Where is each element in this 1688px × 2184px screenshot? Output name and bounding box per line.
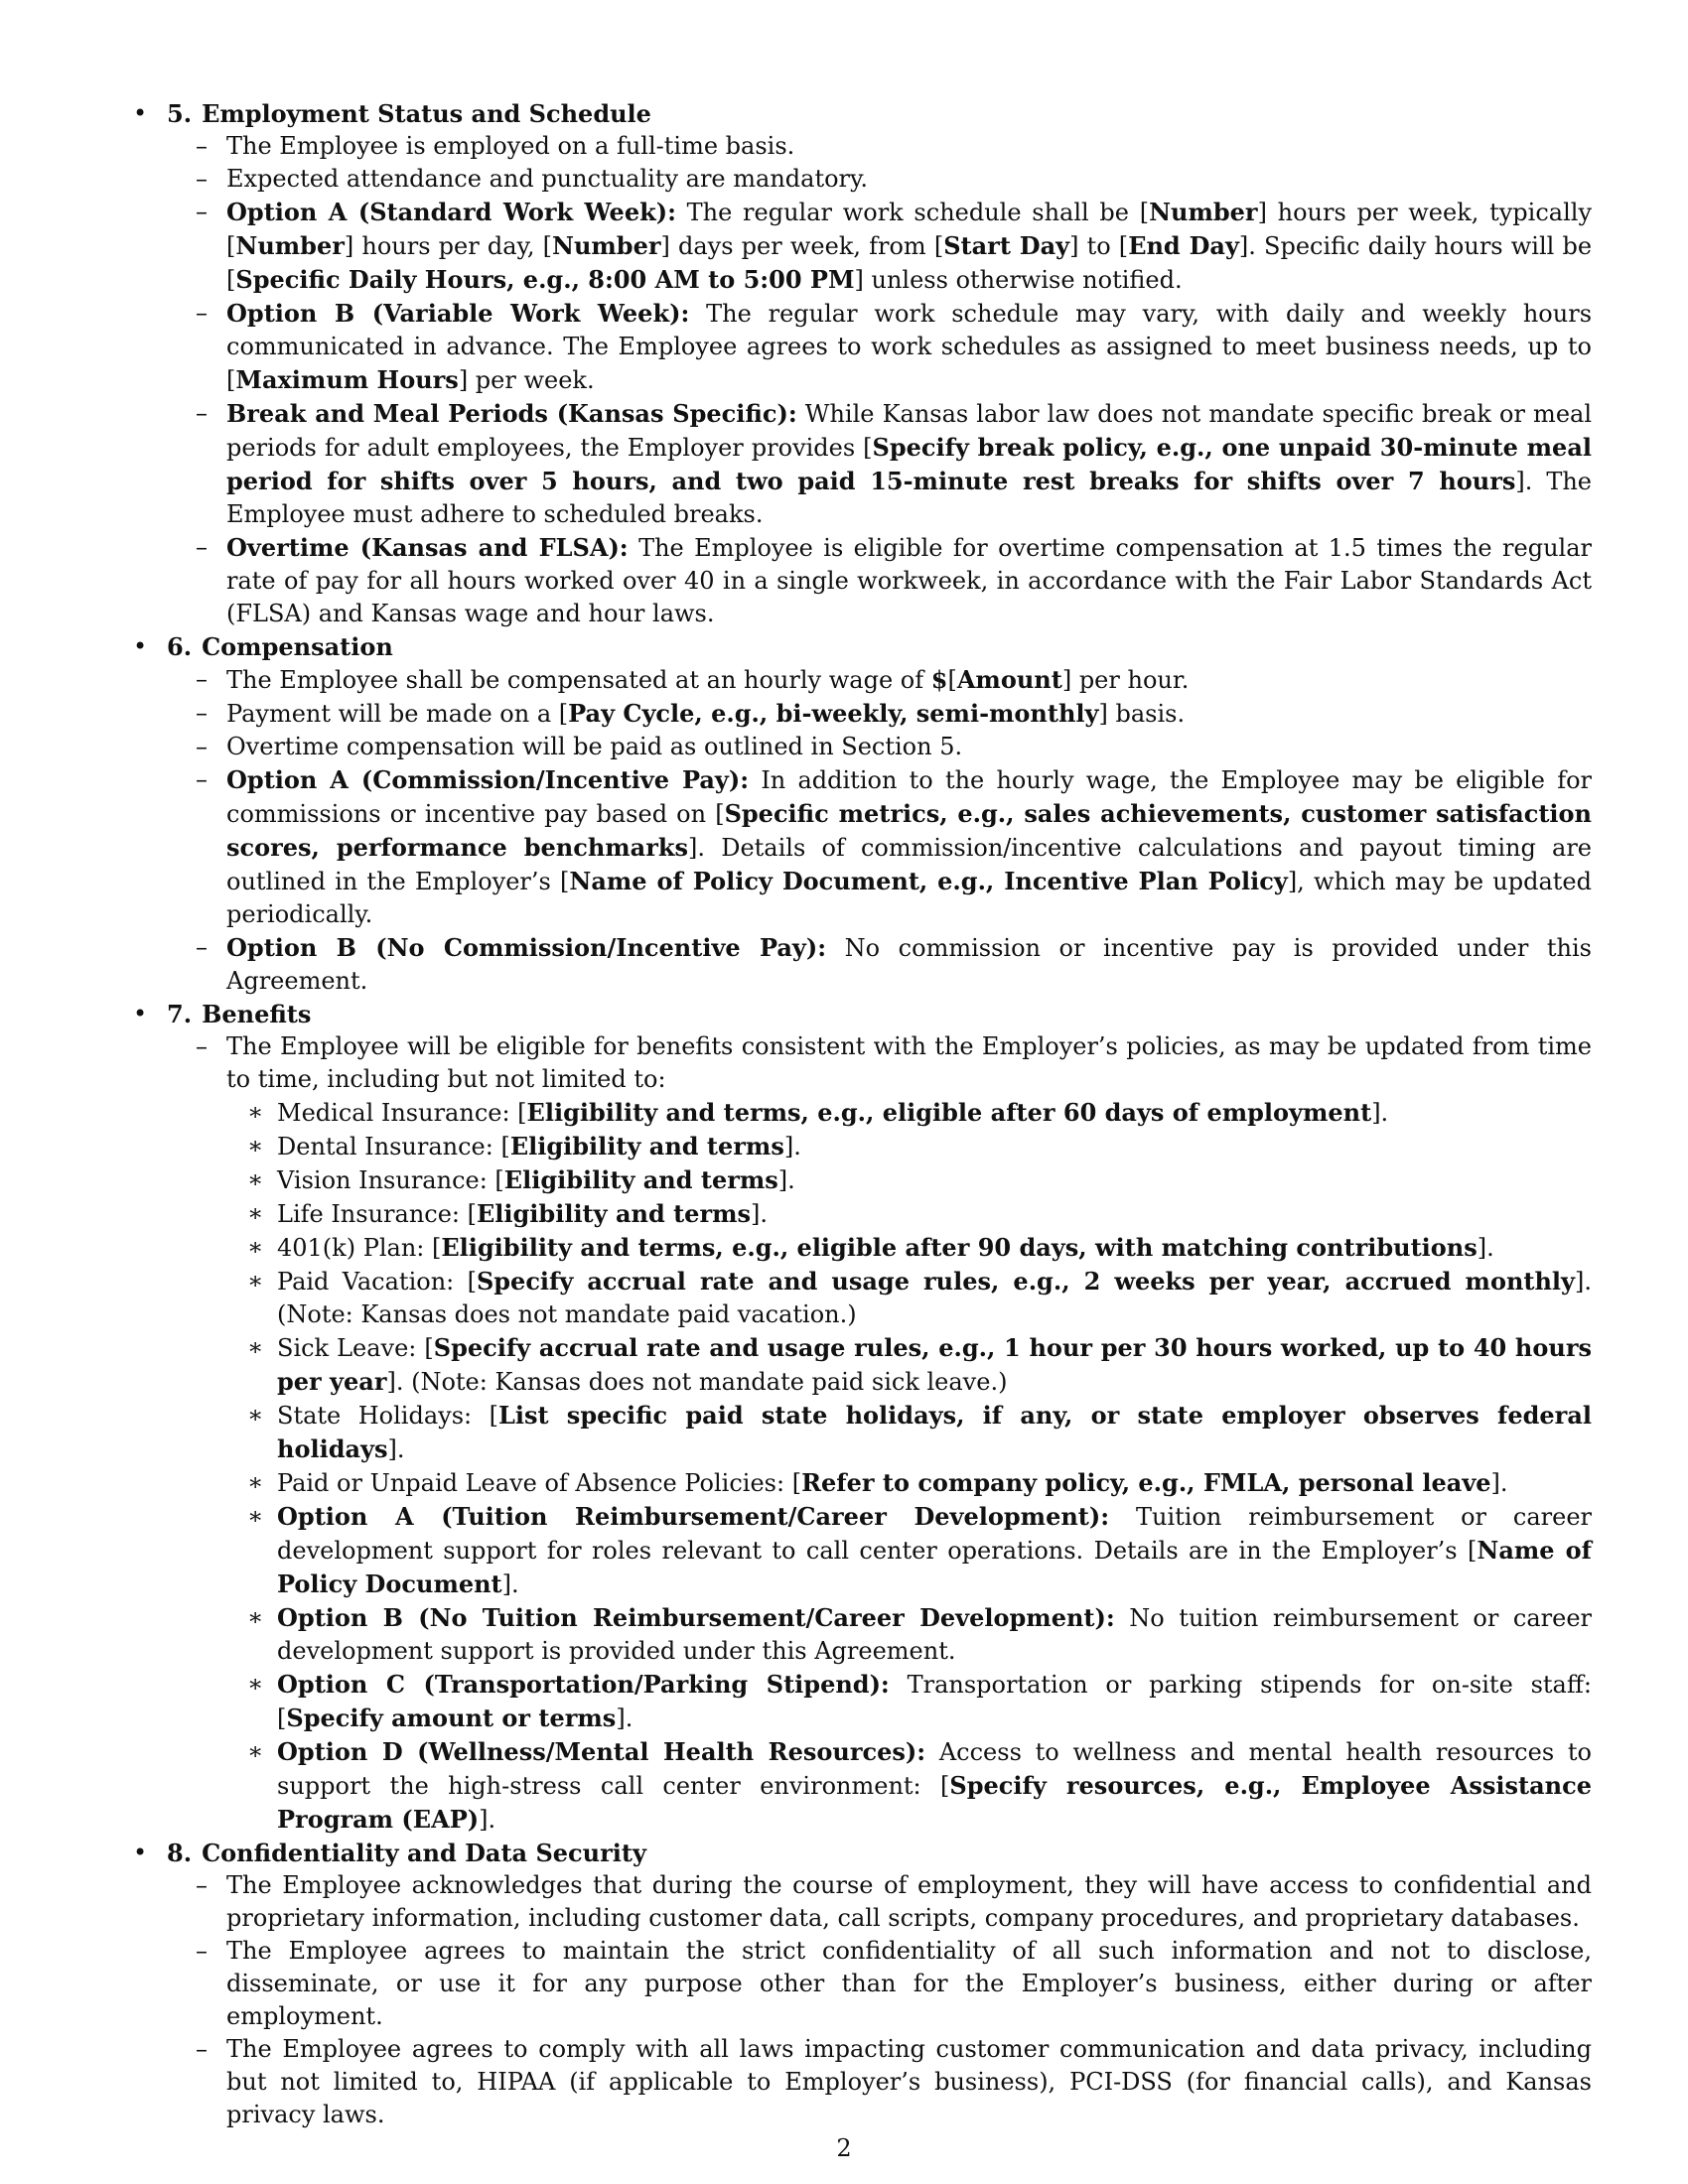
text-run: ] basis. [1098, 700, 1186, 728]
dash-marker: – [196, 1871, 208, 1899]
bold-text: Pay Cycle, e.g., bi-weekly, semi-monthly [568, 699, 1099, 728]
sub-item-content [277, 1231, 1592, 1265]
text-run: ] days per week, from [ [660, 232, 944, 260]
sub-list-item [127, 1735, 1592, 1837]
section-heading: Confidentiality and Data Security [202, 1839, 646, 1867]
asterisk-marker: ∗ [247, 1502, 264, 1530]
bold-text: Overtime (Kansas and FLSA): [226, 533, 629, 562]
dash-marker: – [196, 765, 208, 793]
item-list [167, 1869, 1592, 2131]
item-content [226, 663, 1592, 697]
list-item [127, 1030, 1592, 1837]
bullet-marker: • [133, 1839, 148, 1866]
section-number: 7. [167, 1000, 193, 1028]
sub-item-content [277, 1096, 1592, 1130]
list-item [127, 763, 1592, 931]
text-run: Sick Leave: [ [277, 1334, 434, 1362]
item-text: The Employee agrees to maintain the strict confidentiality of all such information and not to disclose, disseminate, or use it for any purpose other than for the Employer’s business, either during or after employment. [226, 1937, 1592, 2030]
sub-list-item [127, 1265, 1592, 1331]
dash-marker: – [196, 933, 208, 961]
sub-item-content [277, 1466, 1592, 1500]
sub-item-content [277, 1163, 1592, 1197]
text-run: ] per hour. [1061, 666, 1190, 694]
text-run: State Holidays: [ [277, 1402, 498, 1430]
sub-list-item [127, 1130, 1592, 1163]
text-run: ]. The Employee must adhere to scheduled breaks. [226, 468, 1592, 528]
text-run: The regular work schedule may vary, with daily and weekly hours communicated in advance. The Employee agrees to work schedules as assigned to meet business needs, up to [ [226, 300, 1593, 394]
text-run: ]. [616, 1705, 633, 1732]
section-title [167, 630, 1592, 663]
section-list [127, 97, 1592, 2131]
text-run: ]. [1490, 1469, 1508, 1497]
sub-list-item [127, 1231, 1592, 1265]
item-content [226, 163, 1592, 196]
asterisk-marker: ∗ [247, 1267, 264, 1295]
bold-text: Specify amount or terms [286, 1704, 617, 1732]
item-content [226, 1869, 1592, 1935]
bold-text: Start Day [943, 231, 1070, 260]
asterisk-marker: ∗ [247, 1333, 264, 1361]
text-run: In addition to the hourly wage, the Employee may be eligible for commissions or incentive pay based on [ [226, 766, 1592, 828]
item-text: The Employee agrees to comply with all laws impacting customer communication and data privacy, including but not limited to, HIPAA (if applicable to Employer’s business), PCI-DSS (for financial calls), and Kansas privacy laws. [226, 2035, 1592, 2128]
item-list [167, 1030, 1592, 1837]
text-run: The Employee is eligible for overtime compensation at 1.5 times the regular rate of pay for all hours worked over 40 in a single workweek, in accordance with the Fair Labor Standards Act (FLSA) and Kansas wage and hour laws. [226, 534, 1592, 627]
text-run: Medical Insurance: [ [277, 1099, 527, 1127]
sub-list-item [127, 1668, 1592, 1735]
bold-text: Eligibility and terms [509, 1132, 784, 1160]
section-title [167, 97, 1592, 130]
asterisk-marker: ∗ [247, 1132, 264, 1160]
dash-marker: – [196, 533, 208, 561]
sub-list-item [127, 1601, 1592, 1668]
bold-text: Eligibility and terms [477, 1199, 751, 1228]
sub-list-item [127, 1399, 1592, 1466]
sub-item-content [277, 1265, 1592, 1331]
list-item [127, 130, 1592, 163]
bold-text: Option D (Wellness/Mental Health Resources): [277, 1737, 926, 1766]
text-run: No commission or incentive pay is provided under this Agreement. [226, 934, 1592, 995]
text-run: ] hours per week, typically [ [226, 199, 1593, 260]
sub-item-content [277, 1601, 1592, 1668]
section-number: 6. [167, 632, 193, 661]
sub-item-content [277, 1668, 1592, 1735]
text-run: While Kansas labor law does not mandate specific break or meal periods for adult employees, the Employer provides [ [226, 400, 1593, 462]
asterisk-marker: ∗ [247, 1199, 264, 1227]
asterisk-marker: ∗ [247, 1233, 264, 1261]
bold-text: Option C (Transportation/Parking Stipend): [277, 1670, 890, 1699]
text-run: ], which may be updated periodically. [226, 868, 1593, 928]
section-5 [127, 97, 1592, 630]
list-item [127, 297, 1592, 397]
item-text: The Employee is employed on a full-time basis. [226, 132, 795, 160]
bullet-marker: • [133, 632, 148, 660]
bold-text: Option B (Variable Work Week): [226, 299, 690, 328]
sub-list-item [127, 1331, 1592, 1399]
list-item [127, 531, 1592, 630]
text-run: ]. [387, 1435, 405, 1463]
text-run: ] unless otherwise notified. [854, 266, 1183, 294]
bullet-marker: • [133, 1000, 148, 1027]
text-run: Transportation or parking stipends for on-site staff: [ [277, 1671, 1592, 1732]
list-item [127, 1869, 1592, 1935]
text-run: The Employee shall be compensated at an hourly wage of [226, 666, 931, 694]
text-run: ]. Specific daily hours will be [ [226, 232, 1593, 294]
dash-marker: – [196, 198, 208, 225]
text-run: ] per week. [458, 366, 595, 394]
bold-text: Number [235, 231, 345, 260]
list-item [127, 163, 1592, 196]
bold-text: Option B (No Commission/Incentive Pay): [226, 933, 827, 962]
dash-marker: – [196, 1937, 208, 1965]
section-8 [127, 1837, 1592, 2131]
text-run: ]. [783, 1133, 801, 1160]
bullet-marker: • [133, 99, 148, 127]
sub-item-content [277, 1197, 1592, 1231]
text-run: [ [947, 666, 957, 694]
text-run: The regular work schedule shall be [ [675, 199, 1150, 226]
item-text: The Employee acknowledges that during the course of employment, they will have access to confidential and proprietary information, including customer data, call scripts, company procedures, and proprietary databases. [226, 1871, 1592, 1932]
asterisk-marker: ∗ [247, 1098, 264, 1126]
bold-text: Option A (Standard Work Week): [226, 198, 676, 226]
section-number: 8. [167, 1839, 193, 1867]
bold-text: Specify break policy, e.g., one unpaid 30-minute meal period for shifts over 5 hours, and two paid 15-minute rest breaks for shifts over 7 hours [226, 433, 1592, 495]
text-run: ]. [751, 1200, 768, 1228]
section-heading: Benefits [202, 1000, 312, 1028]
bold-text: List specific paid state holidays, if any, or state employer observes federal holidays [277, 1401, 1592, 1463]
bold-text: Maximum Hours [235, 365, 459, 394]
asterisk-marker: ∗ [247, 1737, 264, 1765]
item-content [226, 1030, 1592, 1096]
item-content [226, 130, 1592, 163]
bold-text: Eligibility and terms [503, 1165, 778, 1194]
dash-marker: – [196, 165, 208, 193]
asterisk-marker: ∗ [247, 1165, 264, 1193]
text-run: Access to wellness and mental health resources to support the high-stress call center environment: [ [277, 1738, 1592, 1800]
asterisk-marker: ∗ [247, 1603, 264, 1631]
sub-item-content [277, 1500, 1592, 1601]
bold-text: Name of Policy Document [277, 1536, 1593, 1598]
item-content [226, 931, 1592, 998]
sub-list-item [127, 1500, 1592, 1601]
bold-text: Amount [956, 665, 1062, 694]
text-run: Vision Insurance: [ [277, 1166, 504, 1194]
text-run: Tuition reimbursement or career development support for roles relevant to call center operations. Details are in the Employer’s [ [277, 1503, 1592, 1565]
list-item [127, 731, 1592, 763]
bold-text: Specific Daily Hours, e.g., 8:00 AM to 5:00 PM [235, 265, 855, 294]
dash-marker: – [196, 665, 208, 693]
text-run: ]. Details of commission/incentive calculations and payout timing are outlined in the Employer’s [ [226, 834, 1592, 895]
text-run: Life Insurance: [ [277, 1200, 477, 1228]
item-text: The Employee will be eligible for benefits consistent with the Employer’s policies, as may be updated from time to time, including but not limited to: [226, 1032, 1592, 1093]
text-run: ]. [501, 1570, 519, 1598]
list-item [127, 1935, 1592, 2033]
sub-list-item [127, 1466, 1592, 1500]
item-content [226, 763, 1592, 931]
text-run: Paid or Unpaid Leave of Absence Policies: [ [277, 1469, 802, 1497]
text-run: No tuition reimbursement or career development support is provided under this Agreement. [277, 1604, 1592, 1665]
section-heading: Employment Status and Schedule [202, 99, 651, 128]
item-content [226, 1935, 1592, 2033]
document-body [127, 97, 1592, 2131]
text-run: ]. [1371, 1099, 1389, 1127]
bold-text: $ [930, 665, 948, 694]
bold-text: Number [1149, 198, 1258, 226]
dash-marker: – [196, 299, 208, 327]
dash-marker: – [196, 399, 208, 427]
bold-text: Number [552, 231, 661, 260]
bold-text: Specific metrics, e.g., sales achievements, customer satisfaction scores, performance benchmarks [226, 799, 1593, 862]
dash-marker: – [196, 733, 208, 760]
text-run: Payment will be made on a [ [226, 700, 569, 728]
asterisk-marker: ∗ [247, 1670, 264, 1698]
text-run: ]. (Note: Kansas does not mandate paid vacation.) [277, 1268, 1592, 1328]
list-item [127, 397, 1592, 531]
text-run: ] hours per day, [ [344, 232, 553, 260]
bold-text: Option B (No Tuition Reimbursement/Career Development): [277, 1603, 1115, 1632]
item-content [226, 196, 1592, 297]
list-item [127, 931, 1592, 998]
section-heading: Compensation [202, 632, 393, 661]
item-list [167, 130, 1592, 630]
bold-text: Name of Policy Document, e.g., Incentive Plan Policy [569, 867, 1288, 895]
item-text: Overtime compensation will be paid as outlined in Section 5. [226, 733, 963, 760]
item-list [167, 663, 1592, 998]
sub-item-content [277, 1399, 1592, 1466]
section-title [167, 998, 1592, 1030]
asterisk-marker: ∗ [247, 1401, 264, 1429]
bold-text: Refer to company policy, e.g., FMLA, personal leave [801, 1468, 1491, 1497]
list-item [127, 697, 1592, 731]
dash-marker: – [196, 2035, 208, 2063]
bold-text: Specify accrual rate and usage rules, e.g., 1 hour per 30 hours worked, up to 40 hours per year [277, 1333, 1592, 1396]
item-content [226, 2033, 1592, 2131]
dash-marker: – [196, 132, 208, 160]
sub-list-item [127, 1163, 1592, 1197]
item-content [226, 397, 1592, 531]
sub-item-content [277, 1130, 1592, 1163]
item-content [226, 297, 1592, 397]
asterisk-marker: ∗ [247, 1468, 264, 1496]
text-run: ]. (Note: Kansas does not mandate paid sick leave.) [386, 1368, 1008, 1396]
bold-text: Specify resources, e.g., Employee Assistance Program (EAP) [277, 1771, 1592, 1834]
dash-marker: – [196, 1032, 208, 1060]
section-number: 5. [167, 99, 193, 128]
item-content [226, 697, 1592, 731]
bold-text: Break and Meal Periods (Kansas Specific): [226, 399, 797, 428]
sub-item-content [277, 1331, 1592, 1399]
sub-list-item [127, 1197, 1592, 1231]
text-run: ]. [777, 1166, 795, 1194]
bold-text: End Day [1128, 231, 1239, 260]
item-text: Expected attendance and punctuality are mandatory. [226, 165, 869, 193]
text-run: ]. [479, 1806, 496, 1834]
bold-text: Specify accrual rate and usage rules, e.g., 2 weeks per year, accrued monthly [476, 1267, 1575, 1296]
section-7 [127, 998, 1592, 1837]
text-run: ] to [ [1069, 232, 1129, 260]
text-run: ]. [1477, 1234, 1494, 1262]
list-item [127, 663, 1592, 697]
text-run: 401(k) Plan: [ [277, 1234, 442, 1262]
list-item [127, 196, 1592, 297]
bold-text: Eligibility and terms, e.g., eligible after 60 days of employment [526, 1098, 1372, 1127]
sub-item-list [226, 1096, 1592, 1837]
section-6 [127, 630, 1592, 998]
dash-marker: – [196, 699, 208, 727]
bold-text: Option A (Commission/Incentive Pay): [226, 765, 750, 794]
bold-text: Eligibility and terms, e.g., eligible after 90 days, with matching contributions [441, 1233, 1477, 1262]
sub-item-content [277, 1735, 1592, 1837]
text-run: Paid Vacation: [ [277, 1268, 477, 1296]
list-item [127, 2033, 1592, 2131]
section-title [167, 1837, 1592, 1869]
text-run: Dental Insurance: [ [277, 1133, 510, 1160]
item-content [226, 531, 1592, 630]
page-number: 2 [836, 2134, 852, 2162]
item-content [226, 731, 1592, 763]
bold-text: Option A (Tuition Reimbursement/Career Development): [277, 1502, 1110, 1531]
sub-list-item [127, 1096, 1592, 1130]
